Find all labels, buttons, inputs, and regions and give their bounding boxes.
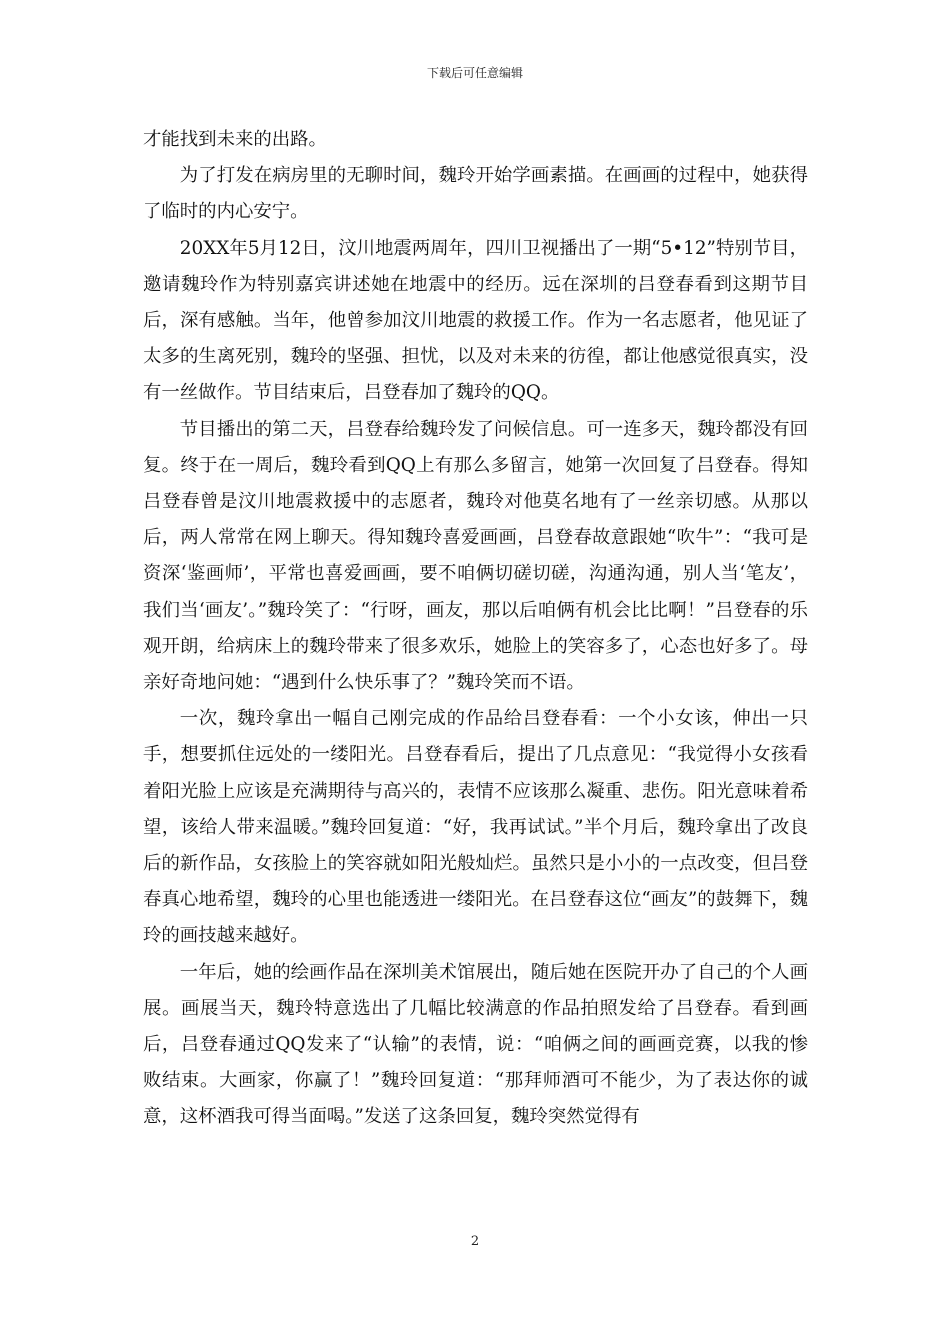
page-number: 2 xyxy=(470,1234,480,1249)
paragraph: 才能找到未来的出路。 xyxy=(143,129,327,150)
paragraph: 20XX年5月12日，汶川地震两周年，四川卫视播出了一期“5•12”特别节目，邀请魏玲作为特别嘉宾讲述她在地震中的经历。远在深圳的吕登春看到这期节目后，深有感触。当年，他曾参加汶川地震的救援工作。作为一名志愿者，他见证了太多的生离死别，魏玲的坚强、担忧，以及对未来的彷徨，都让他感觉很真实，没有一丝做作。节目结束后，吕登春加了魏玲的QQ。 xyxy=(143,237,808,404)
paragraph: 一年后，她的绘画作品在深圳美术馆展出，随后她在医院开办了自己的个人画展。画展当天，魏玲特意选出了几幅比较满意的作品拍照发给了吕登春。看到画后，吕登春通过QQ发来了“认输”的表情，说：“咱俩之间的画画竞赛，以我的惨败结束。大画家，你赢了！”魏玲回复道：“那拜师酒可不能少，为了表达你的诚意，这杯酒我可得当面喝。”发送了这条回复，魏玲突然觉得有 xyxy=(143,961,808,1128)
paragraph: 节目播出的第二天，吕登春给魏玲发了问候信息。可一连多天，魏玲都没有回复。终于在一周后，魏玲看到QQ上有那么多留言，她第一次回复了吕登春。得知吕登春曾是汶川地震救援中的志愿者，魏玲对他莫名地有了一丝亲切感。从那以后，两人常常在网上聊天。得知魏玲喜爱画画，吕登春故意跟她“吹牛”：“我可是资深‘鉴画师’，平常也喜爱画画，要不咱俩切磋切磋，沟通沟通，别人当‘笔友’，我们当‘画友’。”魏玲笑了：“行呀，画友，那以后咱俩有机会比比啊！”吕登春的乐观开朗，给病床上的魏玲带来了很多欢乐，她脸上的笑容多了，心态也好多了。母亲好奇地问她：“遇到什么快乐事了？”魏玲笑而不语。 xyxy=(143,418,808,694)
paragraph: 为了打发在病房里的无聊时间，魏玲开始学画素描。在画画的过程中，她获得了临时的内心安宁。 xyxy=(143,165,808,223)
page-header: 下载后可任意编辑 xyxy=(426,66,523,80)
paragraph: 一次，魏玲拿出一幅自己刚完成的作品给吕登春看：一个小女该，伸出一只手，想要抓住远处的一缕阳光。吕登春看后，提出了几点意见：“我觉得小女孩看着阳光脸上应该是充满期待与高兴的，表情不应该那么凝重、悲伤。阳光意味着希望，该给人带来温暖。”魏玲回复道：“好，我再试试。”半个月后，魏玲拿出了改良后的新作品，女孩脸上的笑容就如阳光般灿烂。虽然只是小小的一点改变，但吕登春真心地希望，魏玲的心里也能透进一缕阳光。在吕登春这位“画友”的鼓舞下，魏玲的画技越来越好。 xyxy=(143,708,808,947)
body-text xyxy=(143,122,808,1136)
